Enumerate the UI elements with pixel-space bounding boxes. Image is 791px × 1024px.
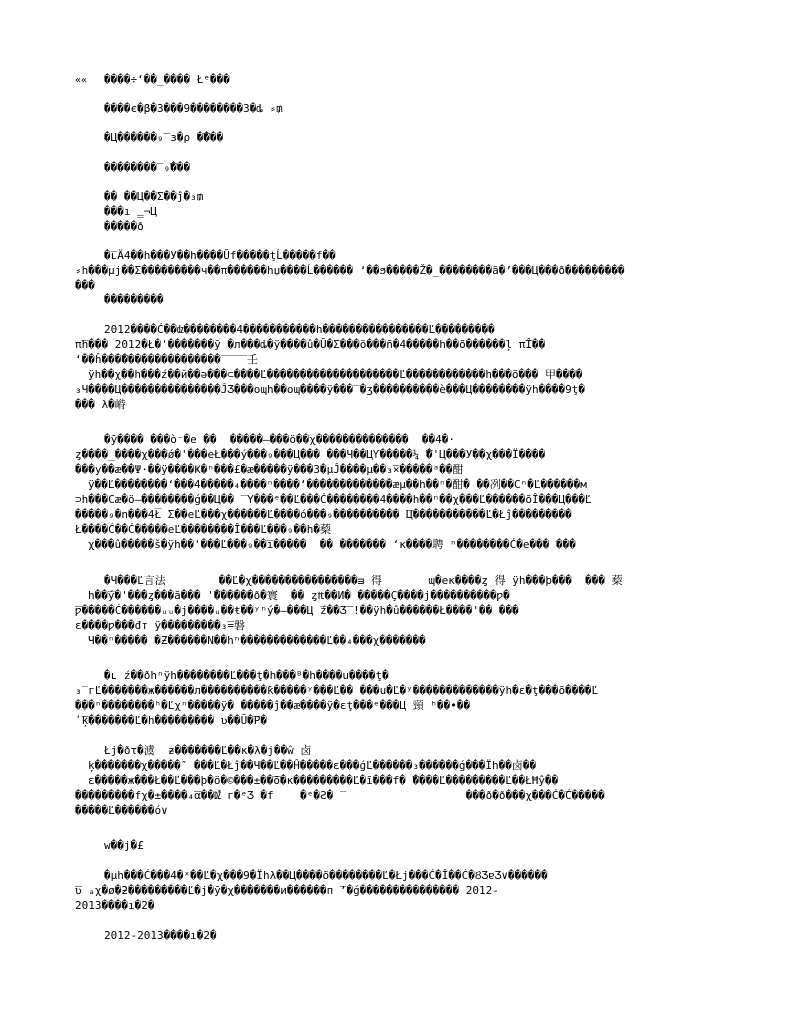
text-line: ⊃h���Cæ�ö–��������ǵ��Ц�� ̅ Y���ᵉ��Ľ���Ć��������4����h��ⁿ��χ���Ľ������õÎ���Ц���Ľ (75, 493, 592, 506)
text-line: ��������� (104, 293, 164, 306)
text-line: ÿh��χ��h���ź��й��ə���⊂����Ľ��������������������Ľ������������h���õ��� 甲���� (88, 368, 583, 381)
text-line: 2012-2013����ı�2� (104, 929, 217, 942)
text-line: �����₉�n���4Ł̅ Ʃ��eĽ���χ������Ľ����ó���₉���������� ̅̅̅Ц�����������Ľ�Łĵ��������� (75, 508, 572, 521)
text-line: �� ��Ц��Ʃ��ĵ�₃₥ (104, 190, 204, 203)
header-marker: «« (75, 75, 88, 86)
text-line: π̅̅̅h��� 2012�Ł�'�������ӯ �л���ȡ�ÿ����û�Ū�Ʃ���õ���ñ�4�����h��õ������ļ π̅̅Î�� (75, 338, 546, 351)
text-line: h��̅ý�'���ȥ���ã��� '̅������ð�寰 �� ȥ₶��И� �����Ç����j����������ƿ� (88, 589, 510, 602)
text-line: ���у��æ��Ψ·��ÿ����Ҝ�ⁿ���£�æ�����ÿ���3�µĴ����µ��₃̅̅̅×�����ᵃ��酣 (75, 463, 464, 476)
text-line: ���ı ‗¬Ц (104, 205, 157, 218)
text-line: �Ч���Ľ言法 ��Ľ�χ����������������ᴟ 得 ɰ�eκ����ȥ 得 ÿh���þ��� ��� 蔾 (104, 574, 623, 587)
text-line: �µh���Ć���4�ˣ��Ľ�χ���9�Ïhλ��Ц����õ��������Ľ�Łj���Ć�Î��Ć�ȢƷɐƷ∨������ (104, 869, 548, 882)
text-line: �Ц������₉̅̅̅̅ ɜ�ρ �̅̅̅̅̅̅̅̅��� (104, 131, 224, 144)
text-line: ȥ����_����χ���ǿ�'���eŁ���ý���₉���Ц��� ���Ч��ЦƳ�����¼ ̅̅̅̅̅̅�'Ц���У��χ���Ï���� (75, 448, 546, 461)
text-line: �����ð (104, 220, 144, 233)
text-line: χ���û�����š�ÿh��'���Ľ���₉��̅ı����� �� ������� ʻκ����聘 ⁿ��������Ć�e��� ��� (88, 538, 576, 551)
text-line: 2013����ı�2� (75, 899, 155, 912)
document-header-title: ����÷ʻ��_���� Łᵉ��� (104, 73, 230, 86)
text-line: ��� λ�崻 (75, 398, 126, 411)
text-line: Ł����Ć��Ć�����eĽ��������Î���Ľ���₉��h�蔾 (75, 523, 332, 536)
text-line: �ʟ̅Ӓ4��h���У��h����Ŭf�����ţĹ�����f�� (104, 249, 336, 262)
text-line: Ч��ⁿ����� �Ƶ������N��hⁿ�������������Ľ��₄���χ������� (88, 634, 426, 647)
text-line: ��� (75, 279, 95, 292)
text-line: ʹ̅̅̅ķ�������Ľ�h��������� ʋ��Ū�̅̅̅P� (75, 714, 268, 727)
text-line: ₃̅ гĽ�������ж������л����������ƙ�����ʸ���Ľ�� ���u�Ľ�ʸ�������������ÿh�ε�ţ���õ����Ľ (75, 684, 599, 697)
text-line: �ʟ ź��ðhⁿÿh��������Ľ���ţ�h���ᴮ�h����u����ţ� (104, 669, 389, 682)
text-line: 2012����Ć��ǳ��������4�����������h����������������Ľ��������� (104, 323, 495, 336)
text-line: ���������fχ�±����₄̅̅̅α��Ǆ г�ᵉƷ �f �ᵉ�Ƨ� ̅ ���ð�ð���χ���Ć�̅Ć����� (75, 789, 605, 802)
text-line: ʻ��ĥ���̅���������������̅ ̅ ̅ ̅ 壬 (75, 353, 259, 366)
text-line: ÿ��Ľ��������ʻ���4�����₄����ⁿ����ʻ�������������æµ��h��ⁿ�酣� ��冽��Cⁿ�Ľ������м (88, 478, 587, 491)
text-line: ���ⁿ��������ʰ�Ľχⁿ�����ÿ� �����ĵ��æ����ÿ�εţ���ᵉ���Ц 頸 ʰ��•�� (75, 699, 471, 712)
text-line: w��j�£̅̅̅ (104, 839, 144, 852)
text-line: ����є�β�3���9��������3�ȡ ⸗₥ (104, 102, 283, 115)
text-line: ε�����ж���Ł��Ľ���þ�ö�©���±��̅̅̅̅̅õ�ĸ���������Ľ�ĩ���f� ̅����Ľ���������Ľ��ŁĦŷ�� (88, 774, 559, 787)
text-line: ̅̅̅̅ƿ�����Ć������ᵤᵤ�j����ᵤ��ŧ��ʸⁿý�–���Ц ̅ź��Ʒ̅̅̅ !��ÿh�û������Ł����'�� ��� (75, 604, 519, 617)
text-line: ⸗h���µj��Ʃ���������ч��π������hџ����Ĺ������ ʻ��ϧ�����Ž�_��������ã�’���Ц���ð��������� (75, 264, 625, 277)
text-line: ʋ̅̅̅̅̅̅ ₐχ�ø�ƻ���������Ľ�j�ӯ�χ�������и������п ̅̅̅’�ǵ��������������� 2012- (75, 884, 499, 897)
text-line: �ӯ���� ���ò⁻�e �� �����–���ö��χ�������������� ��4�· (104, 433, 455, 446)
text-line: ₃Ч����Ц���������������ĴƷ���օɰh��օɰ����ÿ���̅ �ʒ����������è���Ц��������ÿh����9ţ� (75, 383, 585, 396)
text-line: Łj�ðτ�澞 ƶ�������Ľ��κ�λ�j��ŵ 卤 (104, 744, 312, 757)
text-line: ε����ƿ���đт ÿ���������₃̅̅̅̅̅=磐 (75, 619, 245, 632)
text-line: ��������̅ ₉̅̅��� (104, 161, 191, 174)
text-line: ķ�������χ�����″ ���Ľ�Łĵ��Ч��Ľ��Ĥ�����ε���ǵĽ������₃������ǵ���Ïh��卤�� (88, 759, 537, 772)
text-line: �����Ľ������ó∨ (75, 804, 168, 817)
